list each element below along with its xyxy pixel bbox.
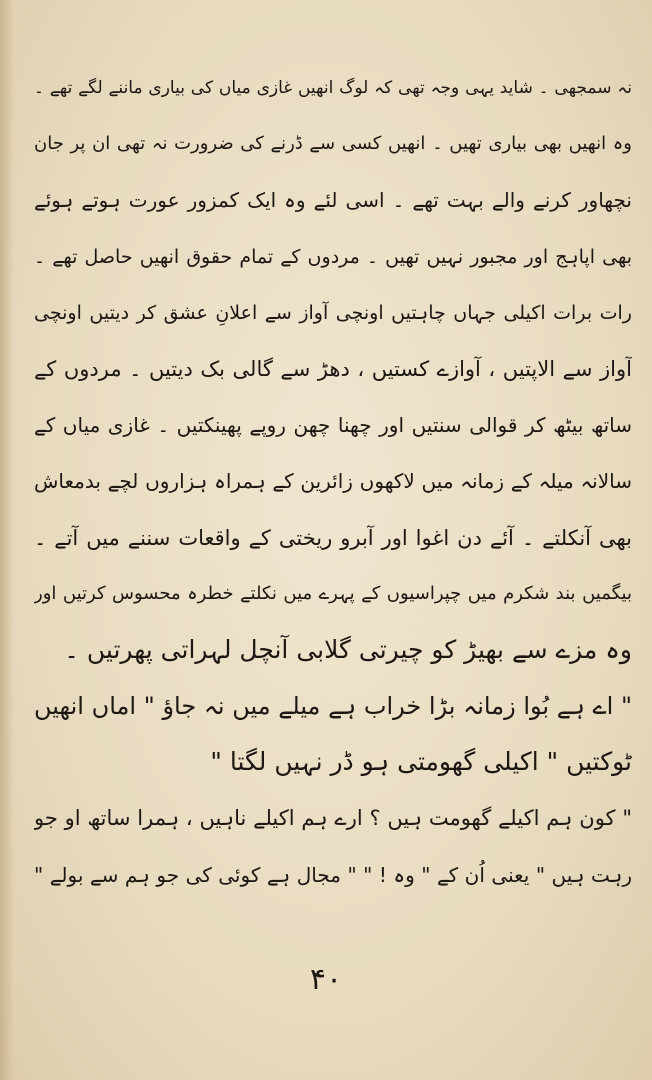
urdu-text-block [34, 60, 632, 903]
text-line-2: وہ انھیں بھی بیاری تھیں ۔ انھیں کسی سے ڈرنے کی ضرورت نہ تھی ان پر جان [34, 133, 632, 155]
text-line-9: بھی آنکلتے ۔ آئے دن اغوا اور آبرو ریختی کے واقعات سننے میں آتے ۔ [34, 525, 632, 550]
text-line-6: آواز سے الاپتیں ، آوازے کستیں ، دھڑ سے گالی بک دیتیں ۔ مردوں کے [34, 356, 632, 381]
text-line-3: نچھاور کرنے والے بہت تھے ۔ اسی لئے وہ ایک کمزور عورت ہوتے ہوئے [34, 188, 632, 213]
text-line-1: نہ سمجھی ۔ شاید یہی وجہ تھی کہ لوگ انھیں غازی میاں کی بیاری ماننے لگے تھے ۔ [34, 78, 632, 98]
text-line-8: سالانہ میلہ کے زمانہ میں لاکھوں زائرین کے ہمراہ ہزاروں لچے بدمعاش [34, 469, 632, 494]
page-number: ۴۰ [309, 962, 343, 997]
text-line-4: بھی اپاہج اور مجبور نہیں تھیں ۔ مردوں کے تمام حقوق انھیں حاصل تھے ۔ [34, 245, 632, 268]
text-line-12: " اے ہے بُوا زمانہ بڑا خراب ہے میلے میں نہ جاؤ " اماں انھیں [34, 692, 632, 721]
text-line-15: رہت ہیں " یعنی اُن کے " وہ ! " " مجال ہے کوئی کی جو ہم سے بولے " [34, 862, 632, 887]
text-line-10: بیگمیں بند شکرم میں چپراسیوں کے پہرے میں نکلتے خطرہ محسوس کرتیں اور [34, 582, 632, 604]
text-line-13: ٹوکتیں " اکیلی گھومتی ہو ڈر نہیں لگتا " [210, 747, 632, 777]
text-line-7: ساتھ بیٹھ کر قوالی سنتیں اور چھنا چھن روپے پھینکتیں ۔ غازی میاں کے [34, 413, 632, 438]
text-line-14: " کون ہم اکیلے گھومت ہیں ؟ ارے ہم اکیلے ناہیں ، ہمرا ساتھ او جو [34, 806, 632, 831]
text-line-11: وہ مزے سے بھیڑ کو چیرتی گلابی آنچل لہراتی پھرتیں ۔ [64, 634, 632, 664]
text-line-5: رات برات اکیلی جہاں چاہتیں اونچی آواز سے اعلانِ عشق کر دیتیں اونچی [34, 301, 632, 324]
